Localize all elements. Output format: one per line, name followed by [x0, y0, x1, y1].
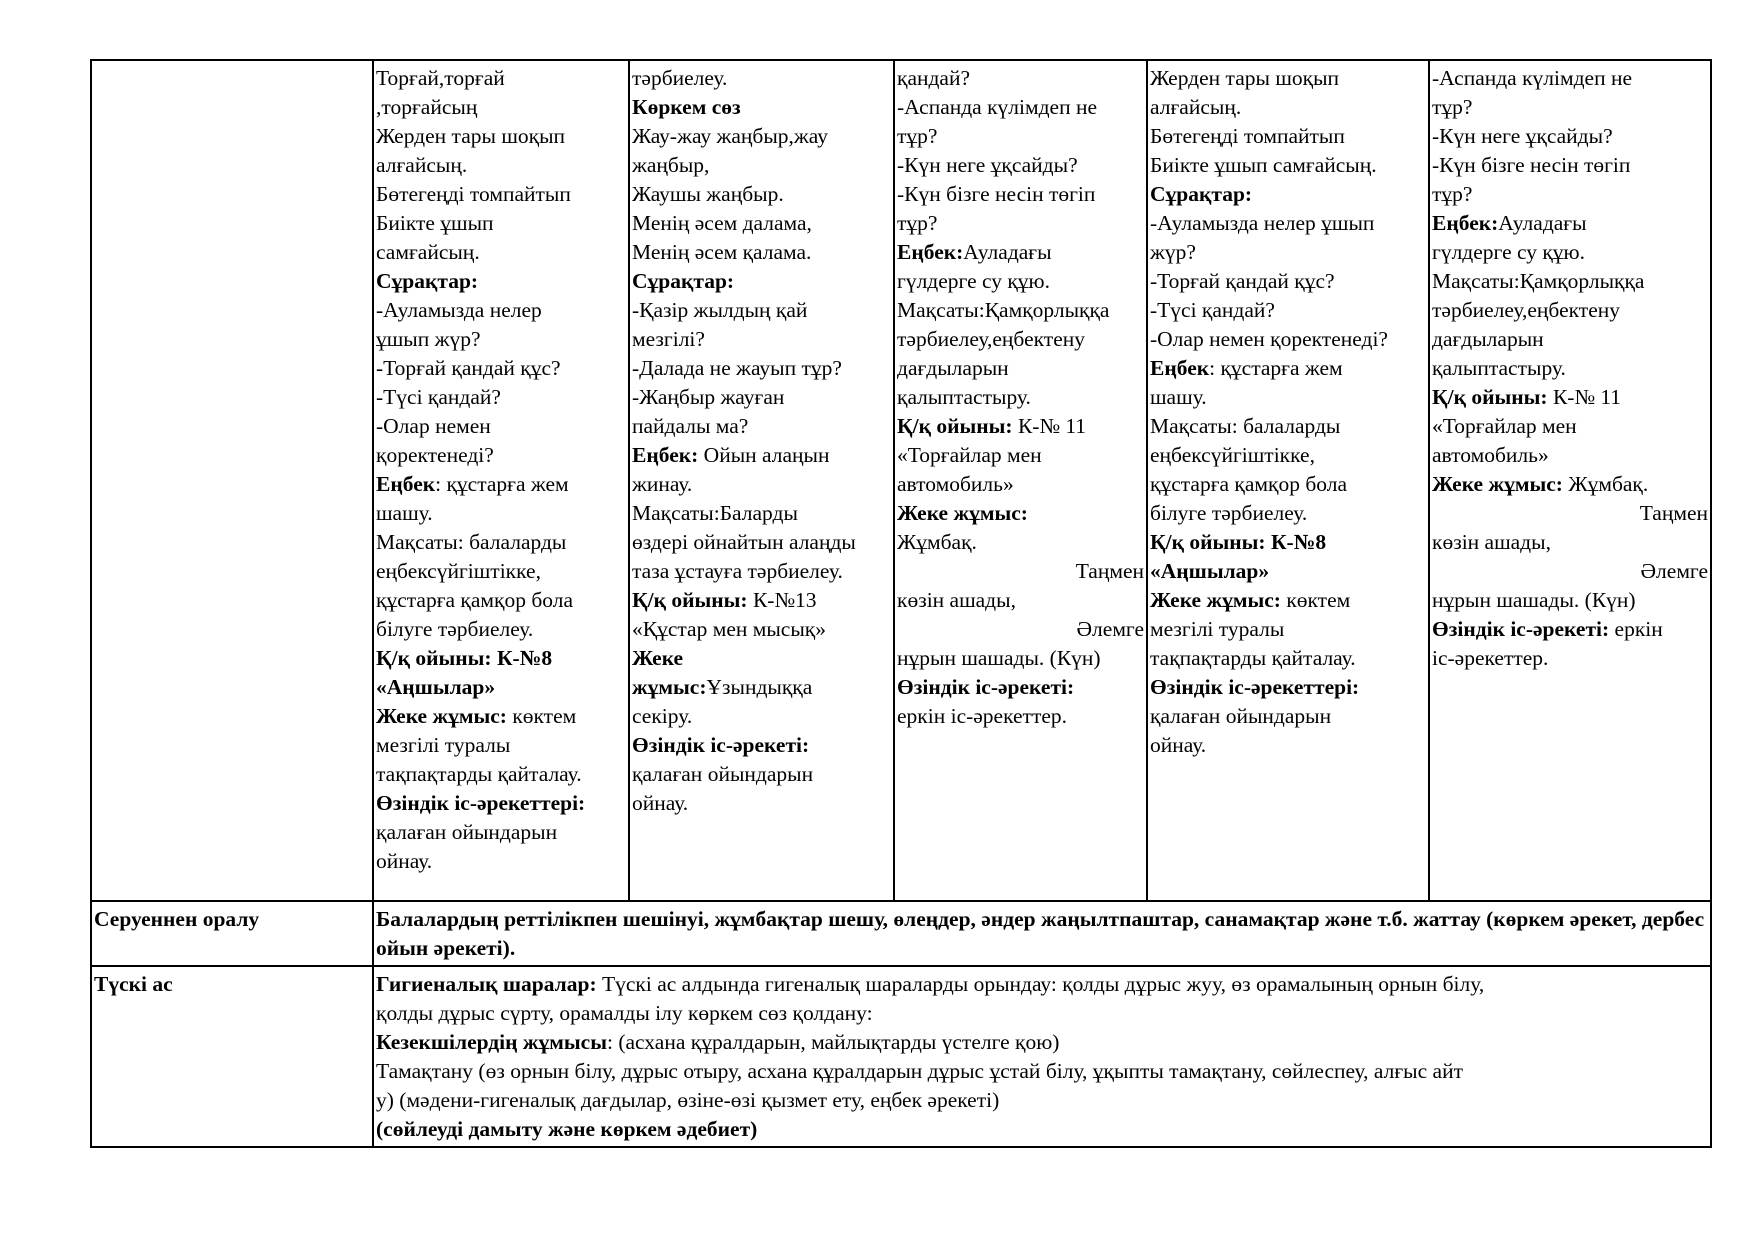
line-text: көзін ашады, [1432, 530, 1551, 554]
line-text: жаңбыр, [632, 153, 710, 177]
text-line [376, 1028, 1708, 1057]
text-line [1150, 325, 1426, 354]
bold-label: Жеке [632, 646, 684, 670]
line-text: -Торғай қандай құс? [1150, 269, 1335, 293]
line-text: қолды дұрыс сүрту, орамалды ілу көркем сөз қолдану: [376, 1001, 873, 1025]
text-line [1150, 180, 1426, 209]
line-text: іс-әрекеттер. [1432, 646, 1549, 670]
table-row-walk [91, 60, 1711, 901]
bold-label: Қ/қ ойыны: К-№8 [376, 646, 553, 670]
line-text: «Құстар мен мысық» [632, 617, 826, 641]
text-line [1150, 209, 1426, 238]
bold-label: Еңбек: [1432, 211, 1499, 235]
text-line [897, 354, 1144, 383]
text-line [1432, 267, 1708, 296]
line-text: Бөтегеңді томпайтып [1150, 124, 1345, 148]
line-text: қоректенеді? [376, 443, 494, 467]
line-text: автомобиль» [897, 472, 1014, 496]
line-text: ойнау. [1150, 733, 1207, 757]
line-text: Жаушы жаңбыр. [632, 182, 784, 206]
text-line [1432, 383, 1708, 412]
bold-label: Сұрақтар: [1150, 182, 1253, 206]
cell-lines [632, 64, 891, 818]
text-line [376, 151, 626, 180]
text-line [376, 1086, 1708, 1115]
line-text: Мақсаты:Баларды [632, 501, 798, 525]
text-line [632, 673, 891, 702]
line-text: Түскі ас алдында гигеналық шараларды орындау: қолды дұрыс жуу, өз орамалының орнын білу, [596, 972, 1485, 996]
cell-lines [376, 64, 626, 876]
line-text: білуге тәрбиелеу. [1150, 501, 1308, 525]
line-text: Таңмен [1639, 501, 1708, 525]
text-line [1432, 64, 1708, 93]
line-text: «Торғайлар мен [1432, 414, 1577, 438]
bold-label: Сұрақтар: [376, 269, 479, 293]
text-line [376, 731, 626, 760]
row-label-cell [91, 60, 373, 901]
text-line [632, 499, 891, 528]
text-line [897, 296, 1144, 325]
text-line [376, 557, 626, 586]
line-text: -Олар немен [376, 414, 491, 438]
text-line [1150, 557, 1426, 586]
lunch-cell [373, 966, 1711, 1147]
line-text: Менің әсем қалама. [632, 240, 812, 264]
bold-label: Көркем сөз [632, 95, 741, 119]
bold-label: жұмыс: [632, 675, 707, 699]
text-line [376, 818, 626, 847]
text-line [897, 64, 1144, 93]
text-line [632, 209, 891, 238]
text-line [897, 499, 1144, 528]
text-line [632, 180, 891, 209]
text-line [1150, 470, 1426, 499]
text-line [1150, 644, 1426, 673]
text-line [897, 238, 1144, 267]
line-text: таза ұстауға тәрбиелеу. [632, 559, 843, 583]
text-line [632, 296, 891, 325]
line-text: гүлдерге су құю. [897, 269, 1050, 293]
text-line [1150, 238, 1426, 267]
table-row-lunch [91, 966, 1711, 1147]
text-line [897, 557, 1144, 586]
text-line [376, 999, 1708, 1028]
text-line [897, 151, 1144, 180]
text-line [1150, 267, 1426, 296]
text-line [1432, 528, 1708, 557]
text-line [632, 760, 891, 789]
line-text: Мақсаты: балаларды [376, 530, 567, 554]
text-line [376, 412, 626, 441]
line-text: Менің әсем далама, [632, 211, 812, 235]
text-line [632, 151, 891, 180]
line-text: Бөтегеңді томпайтып [376, 182, 571, 206]
text-line [1432, 180, 1708, 209]
text-line [632, 644, 891, 673]
text-line [632, 64, 891, 93]
line-text: Жерден тары шоқып [1150, 66, 1340, 90]
line-text: өздері ойнайтын алаңды [632, 530, 856, 554]
text-line [1150, 499, 1426, 528]
line-text: Ұзындыққа [706, 675, 813, 699]
text-line [376, 1057, 1708, 1086]
text-line [632, 267, 891, 296]
text-line [376, 586, 626, 615]
line-text: алғайсың. [1150, 95, 1242, 119]
line-text: : құстарға жем [435, 472, 569, 496]
line-text: -Ауламызда нелер [376, 298, 542, 322]
line-text: автомобиль» [1432, 443, 1549, 467]
day-cell-4 [1147, 60, 1429, 901]
bold-label: Еңбек [376, 472, 436, 496]
text-line [1432, 296, 1708, 325]
text-line [1150, 586, 1426, 615]
line-text: секіру. [632, 704, 693, 728]
line-text: Ауладағы [1498, 211, 1587, 235]
day-cell-2 [629, 60, 894, 901]
bold-label: Гигиеналық шаралар: [376, 972, 597, 996]
text-line [1150, 296, 1426, 325]
line-text: -Ауламызда нелер ұшып [1150, 211, 1375, 235]
text-line [376, 93, 626, 122]
text-line [1150, 151, 1426, 180]
line-text: Мақсаты:Қамқорлыққа [1432, 269, 1645, 293]
text-line [376, 760, 626, 789]
bold-label: «Аңшылар» [376, 675, 496, 699]
text-line [897, 441, 1144, 470]
text-line [376, 702, 626, 731]
text-line [897, 673, 1144, 702]
bold-label: Өзіндік іс-әрекеті: [1432, 617, 1610, 641]
text-line [632, 354, 891, 383]
line-text: тақпақтарды қайталау. [376, 762, 582, 786]
line-text: еңбексүйгіштікке, [376, 559, 541, 583]
line-text: К-№ 11 [1547, 385, 1622, 409]
text-line [897, 528, 1144, 557]
bold-label: «Аңшылар» [1150, 559, 1270, 583]
bold-label: Қ/қ ойыны: [897, 414, 1013, 438]
text-line [1150, 441, 1426, 470]
text-line [1432, 441, 1708, 470]
line-text: қалаған ойындарын [1150, 704, 1332, 728]
bold-label: Өзіндік іс-әрекеті: [632, 733, 810, 757]
text-line [1432, 412, 1708, 441]
bold-label: Өзіндік іс-әрекеті: [897, 675, 1075, 699]
line-text: К-№13 [747, 588, 817, 612]
text-line [376, 441, 626, 470]
line-text: мезгілі? [632, 327, 705, 351]
bold-label: Сұрақтар: [632, 269, 735, 293]
line-text: тұр? [1432, 95, 1473, 119]
text-line [897, 383, 1144, 412]
text-line [1150, 412, 1426, 441]
line-text: -Аспанда күлімдеп не [897, 95, 1098, 119]
schedule-table [90, 59, 1712, 1148]
bold-label: Кезекшілердің жұмысы [376, 1030, 607, 1054]
text-line [1150, 354, 1426, 383]
line-text: мезгілі туралы [1150, 617, 1285, 641]
text-line [376, 122, 626, 151]
line-text: тәрбиелеу,еңбектену [1432, 298, 1620, 322]
text-line [897, 644, 1144, 673]
line-text: қалыптастыру. [897, 385, 1031, 409]
line-text: : (асхана құралдарын, майлықтарды үстелге қою) [607, 1030, 1060, 1054]
line-text: тұр? [897, 211, 938, 235]
line-text: тәрбиелеу. [632, 66, 728, 90]
text-line [376, 847, 626, 876]
text-line [1432, 557, 1708, 586]
text-line [376, 267, 626, 296]
text-line [897, 470, 1144, 499]
line-text: К-№ 11 [1012, 414, 1087, 438]
text-line [376, 528, 626, 557]
text-line [1432, 644, 1708, 673]
line-text: тұр? [1432, 182, 1473, 206]
bold-label: Жеке жұмыс: [897, 501, 1028, 525]
text-line [897, 412, 1144, 441]
text-line [897, 180, 1144, 209]
line-text: -Күн бізге несін төгіп [1432, 153, 1631, 177]
bold-label: Өзіндік іс-әрекеттері: [1150, 675, 1360, 699]
text-line [632, 586, 891, 615]
text-line [1150, 615, 1426, 644]
line-text: Биікте ұшып [376, 211, 494, 235]
line-text: Жұмбақ. [897, 530, 977, 554]
text-line [897, 122, 1144, 151]
day-cell-5 [1429, 60, 1711, 901]
line-text: құстарға қамқор бола [1150, 472, 1348, 496]
line-text: -Күн неге ұқсайды? [1432, 124, 1613, 148]
text-line [632, 93, 891, 122]
text-line [897, 93, 1144, 122]
line-text: Биікте ұшып самғайсың. [1150, 153, 1377, 177]
bold-label: Еңбек [1150, 356, 1210, 380]
text-line [1150, 673, 1426, 702]
text-line [897, 209, 1144, 238]
line-text: -Қазір жылдың қай [632, 298, 808, 322]
table-row-return [91, 901, 1711, 966]
line-text: ойнау. [632, 791, 689, 815]
line-text: қандай? [897, 66, 971, 90]
bold-label: Еңбек: [897, 240, 964, 264]
bold-label: Жеке жұмыс: [376, 704, 507, 728]
line-text: тәрбиелеу,еңбектену [897, 327, 1085, 351]
text-line [1432, 470, 1708, 499]
text-line [376, 1115, 1708, 1144]
text-line [376, 296, 626, 325]
line-text: Жерден тары шоқып [376, 124, 566, 148]
line-text: Әлемге [1076, 617, 1144, 641]
text-line [1150, 122, 1426, 151]
bold-label: Қ/қ ойыны: К-№8 [1150, 530, 1327, 554]
line-text: Таңмен [1075, 559, 1144, 583]
line-text: тұр? [897, 124, 938, 148]
text-line [632, 325, 891, 354]
line-text: ,торғайсың [376, 95, 478, 119]
text-line [632, 702, 891, 731]
line-text: -Күн неге ұқсайды? [897, 153, 1078, 177]
line-text: көктем [506, 704, 577, 728]
line-text: еркін іс-әрекеттер. [897, 704, 1068, 728]
day-cell-1 [373, 60, 629, 901]
text-line [1432, 325, 1708, 354]
text-line [632, 383, 891, 412]
text-line [1432, 209, 1708, 238]
text-line [376, 470, 626, 499]
bold-label: Қ/қ ойыны: [632, 588, 748, 612]
text-line [376, 615, 626, 644]
text-line [632, 238, 891, 267]
text-line [632, 557, 891, 586]
text-line [376, 673, 626, 702]
bold-label: Қ/қ ойыны: [1432, 385, 1548, 409]
text-line [632, 731, 891, 760]
text-line [897, 267, 1144, 296]
line-text: гүлдерге су құю. [1432, 240, 1585, 264]
text-line [376, 644, 626, 673]
bold-label: Жеке жұмыс: [1432, 472, 1563, 496]
line-text: алғайсың. [376, 153, 468, 177]
cell-lines [1150, 64, 1426, 760]
text-line [632, 441, 891, 470]
line-text: -Далада не жауып тұр? [632, 356, 842, 380]
line-text: -Күн бізге несін төгіп [897, 182, 1096, 206]
line-text: қалыптастыру. [1432, 356, 1566, 380]
text-line [376, 238, 626, 267]
return-activities-text: Балалардың реттілікпен шешінуі, жұмбақтар шешу, өлеңдер, әндер жаңылтпаштар, санамақтар және т.б. жаттау (көркем әрекет, дербес ойын әрекеті). [373, 901, 1711, 966]
line-text: -Аспанда күлімдеп не [1432, 66, 1633, 90]
text-line [632, 122, 891, 151]
line-text: білуге тәрбиелеу. [376, 617, 534, 641]
line-text: у) (мәдени-гигеналық дағдылар, өзіне-өзі қызмет ету, еңбек әрекеті) [376, 1088, 1000, 1112]
row-label-return: Серуеннен оралу [91, 901, 373, 966]
line-text: дағдыларын [897, 356, 1009, 380]
line-text: -Түсі қандай? [376, 385, 501, 409]
text-line [1150, 93, 1426, 122]
line-text: дағдыларын [1432, 327, 1544, 351]
text-line [1150, 731, 1426, 760]
line-text: қалаған ойындарын [632, 762, 814, 786]
text-line [632, 615, 891, 644]
text-line [1432, 238, 1708, 267]
text-line [897, 325, 1144, 354]
line-text: құстарға қамқор бола [376, 588, 574, 612]
line-text: жүр? [1150, 240, 1196, 264]
text-line [632, 412, 891, 441]
line-text: еркін [1609, 617, 1663, 641]
cell-lines [897, 64, 1144, 731]
bold-label: (сөйлеуді дамыту және көркем әдебиет) [376, 1117, 758, 1141]
text-line [632, 528, 891, 557]
line-text: нұрын шашады. (Күн) [897, 646, 1101, 670]
text-line [376, 325, 626, 354]
line-text: жинау. [632, 472, 693, 496]
text-line [632, 470, 891, 499]
line-text: қалаған ойындарын [376, 820, 558, 844]
line-text: Жұмбақ. [1562, 472, 1649, 496]
text-line [1432, 499, 1708, 528]
line-text: мезгілі туралы [376, 733, 511, 757]
line-text: -Жаңбыр жауған [632, 385, 785, 409]
text-line [376, 64, 626, 93]
line-text: пайдалы ма? [632, 414, 749, 438]
line-text: Әлемге [1640, 559, 1708, 583]
row-label-lunch: Түскі ас [91, 966, 373, 1147]
line-text: Ойын алаңын [698, 443, 830, 467]
lunch-lines [376, 970, 1708, 1144]
line-text: шашу. [376, 501, 433, 525]
text-line [376, 180, 626, 209]
text-line [1432, 151, 1708, 180]
line-text: -Торғай қандай құс? [376, 356, 561, 380]
line-text: -Олар немен қоректенеді? [1150, 327, 1388, 351]
text-line [376, 789, 626, 818]
bold-label: Жеке жұмыс: [1150, 588, 1281, 612]
text-line [897, 702, 1144, 731]
text-line [632, 789, 891, 818]
text-line [1432, 354, 1708, 383]
text-line [1150, 528, 1426, 557]
line-text: Мақсаты:Қамқорлыққа [897, 298, 1110, 322]
line-text: ұшып жүр? [376, 327, 481, 351]
line-text: -Түсі қандай? [1150, 298, 1275, 322]
line-text: самғайсың. [376, 240, 480, 264]
line-text: Тамақтану (өз орнын білу, дұрыс отыру, асхана құралдарын дұрыс ұстай білу, ұқыпты тамақтану, сөйлеспеу, алғыс айт [376, 1059, 1463, 1083]
line-text: Мақсаты: балаларды [1150, 414, 1341, 438]
line-text: Жау-жау жаңбыр,жау [632, 124, 828, 148]
text-line [1432, 93, 1708, 122]
bold-label: Өзіндік іс-әрекеттері: [376, 791, 586, 815]
bold-label: Еңбек: [632, 443, 699, 467]
text-line [1150, 383, 1426, 412]
text-line [1432, 122, 1708, 151]
text-line [376, 499, 626, 528]
line-text: нұрын шашады. (Күн) [1432, 588, 1636, 612]
line-text: көзін ашады, [897, 588, 1016, 612]
text-line [376, 383, 626, 412]
line-text: тақпақтарды қайталау. [1150, 646, 1356, 670]
text-line [1150, 702, 1426, 731]
day-cell-3 [894, 60, 1147, 901]
text-line [1432, 615, 1708, 644]
line-text: көктем [1280, 588, 1351, 612]
text-line [1432, 586, 1708, 615]
line-text: ойнау. [376, 849, 433, 873]
text-line [376, 354, 626, 383]
line-text: «Торғайлар мен [897, 443, 1042, 467]
line-text: шашу. [1150, 385, 1207, 409]
text-line [376, 970, 1708, 999]
text-line [897, 586, 1144, 615]
text-line [1150, 64, 1426, 93]
line-text: Торғай,торғай [376, 66, 505, 90]
line-text: : құстарға жем [1209, 356, 1343, 380]
line-text: еңбексүйгіштікке, [1150, 443, 1315, 467]
cell-lines [1432, 64, 1708, 673]
text-line [376, 209, 626, 238]
text-line [897, 615, 1144, 644]
line-text: Ауладағы [963, 240, 1052, 264]
